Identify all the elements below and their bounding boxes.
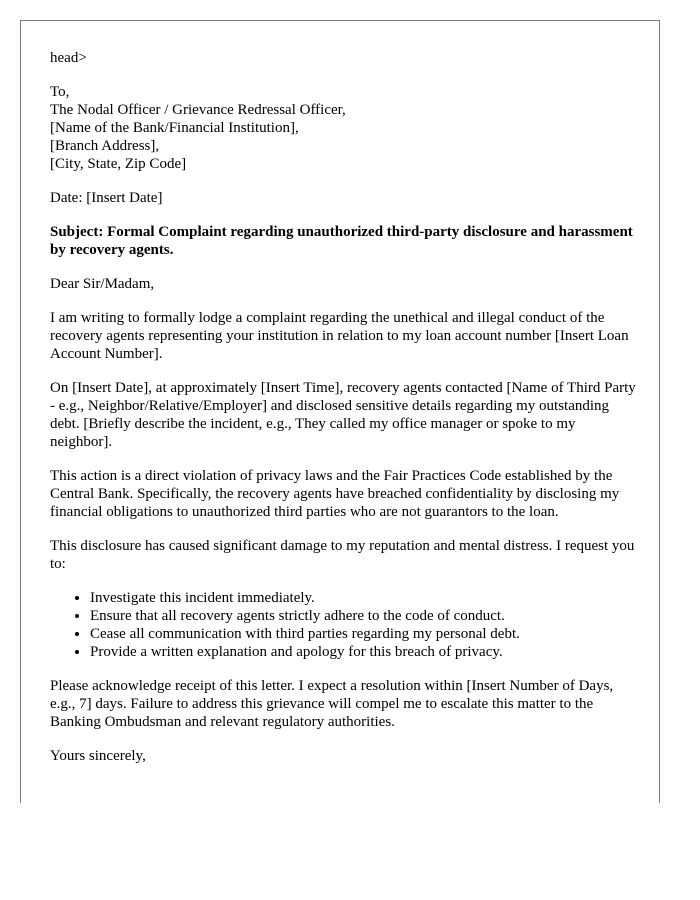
paragraph-intro: I am writing to formally lodge a complaint regarding the unethical and illegal conduct of the recovery agents representing your institution in relation to my loan account number [Insert Loan Account Number]. (50, 310, 629, 362)
paragraph-violation: This action is a direct violation of privacy laws and the Fair Practices Code established by the Central Bank. Specifically, the recovery agents have breached confidentiality by disclosing my financial obligations to unauthorized third parties who are not guarantors to the loan. (50, 468, 620, 520)
paragraph-incident: On [Insert Date], at approximately [Insert Time], recovery agents contacted [Name of Third Party - e.g., Neighbor/Relative/Employer] and disclosed sensitive details regarding my outstanding debt. [Briefly describe the incident, e.g., They called my office manager or spoke to my neighbor]. (50, 380, 636, 450)
letter-subject: Subject: Formal Complaint regarding unauthorized third-party disclosure and harassment by recovery agents. (50, 224, 633, 258)
letter-page (20, 20, 660, 803)
letter-salutation: Dear Sir/Madam, (50, 276, 155, 292)
recipient-bank-name: [Name of the Bank/Financial Institution], (50, 120, 299, 136)
recipient-city-state-zip: [City, State, Zip Code] (50, 156, 187, 172)
list-item: • Ensure that all recovery agents strictly adhere to the code of conduct. (90, 607, 640, 625)
paragraph-closing: Please acknowledge receipt of this letter. I expect a resolution within [Insert Number of Days, e.g., 7] days. Failure to address this grievance will compel me to escalate this matter to the Banking Ombudsman and relevant regulatory authorities. (50, 678, 614, 730)
letter-date: Date: [Insert Date] (50, 190, 163, 206)
recipient-to: To, (50, 84, 70, 100)
list-item: • Cease all communication with third parties regarding my personal debt. (90, 625, 640, 643)
paragraph-request-intro: This disclosure has caused significant damage to my reputation and mental distress. I request you to: (50, 538, 635, 572)
list-item: • Investigate this incident immediately. (90, 589, 640, 607)
list-item: • Provide a written explanation and apology for this breach of privacy. (90, 643, 640, 661)
stray-markup-text: head> (50, 50, 87, 66)
request-list (50, 589, 640, 661)
recipient-branch-address: [Branch Address], (50, 138, 160, 154)
recipient-address (50, 83, 640, 173)
letter-content (50, 49, 640, 765)
recipient-officer: The Nodal Officer / Grievance Redressal Officer, (50, 102, 346, 118)
letter-sign-off: Yours sincerely, (50, 748, 146, 764)
